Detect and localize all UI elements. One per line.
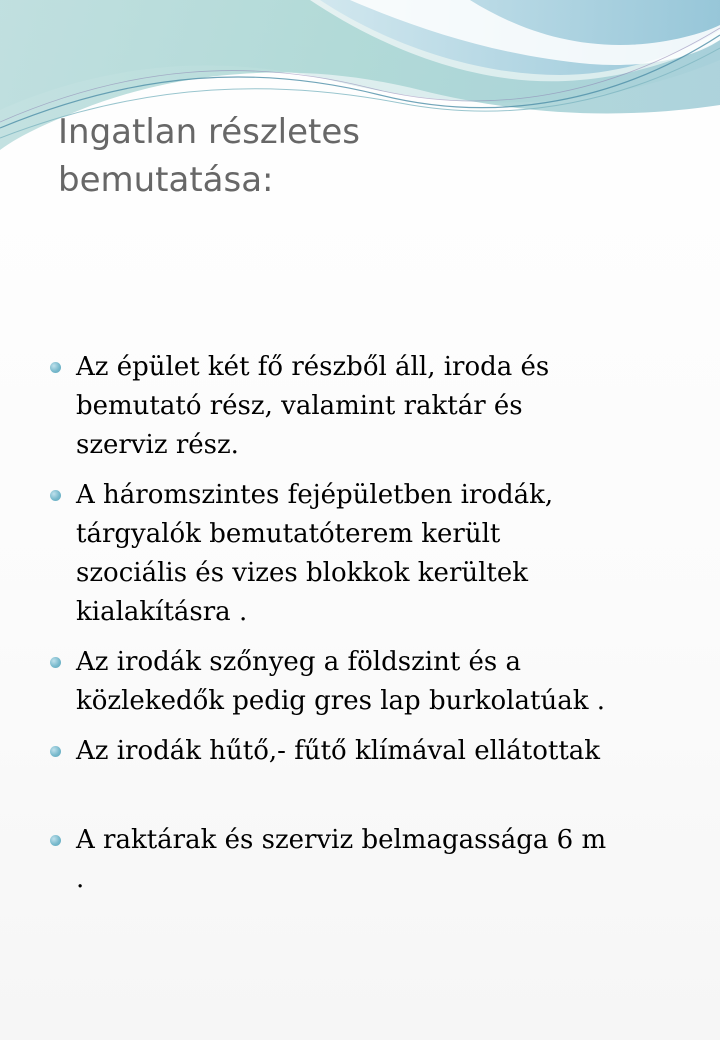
bullet-text-line: kialakításra . [76, 597, 248, 627]
bullet-dot-icon [50, 835, 61, 846]
bullet-text-line: közlekedők pedig gres lap burkolatúak . [76, 686, 605, 716]
bullet-text-line: Az épület két fő részből áll, iroda és [76, 352, 550, 382]
bullet-text-line: szerviz rész. [76, 430, 239, 460]
bullet-dot-icon [50, 657, 61, 668]
bullet-item [50, 643, 690, 721]
bullet-text-line: A háromszintes fejépületben irodák, [76, 480, 554, 510]
bullet-item [50, 476, 690, 632]
bullet-text-line: Az irodák hűtő,- fűtő klímával ellátottak [76, 736, 601, 766]
bullet-item [50, 348, 690, 465]
bullet-text-line: A raktárak és szerviz belmagassága 6 m [76, 825, 607, 855]
bullet-text-line: . [76, 864, 85, 894]
title-line: bemutatása: [58, 160, 274, 200]
title-line: Ingatlan részletes [58, 112, 360, 152]
slide-title [58, 108, 658, 204]
bullet-text-line: Az irodák szőnyeg a földszint és a [76, 647, 522, 677]
bullet-text-line: bemutató rész, valamint raktár és [76, 391, 523, 421]
bullet-dot-icon [50, 490, 61, 501]
bullet-item [50, 732, 690, 771]
bullet-dot-icon [50, 746, 61, 757]
bullet-text-line: szociális és vizes blokkok kerültek [76, 558, 529, 588]
bullet-list [50, 348, 690, 899]
bullet-item [50, 821, 690, 899]
bullet-dot-icon [50, 362, 61, 373]
bullet-text-line: tárgyalók bemutatóterem került [76, 519, 501, 549]
